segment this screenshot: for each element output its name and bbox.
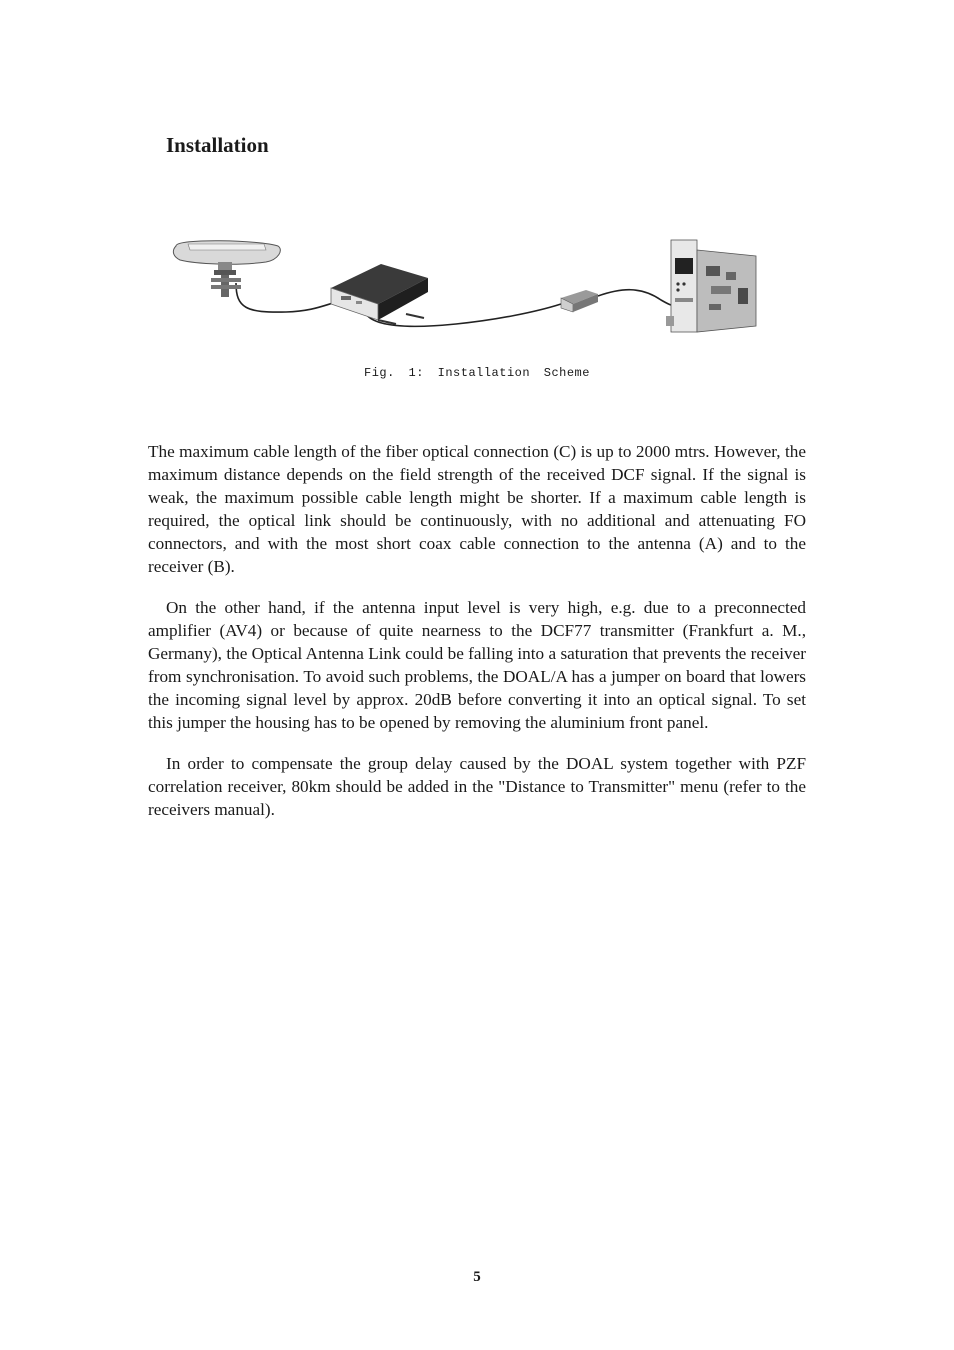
- fo-adapter-icon: [561, 290, 598, 312]
- converter-box-icon: [331, 264, 428, 324]
- antenna-coax-cable: [236, 283, 344, 312]
- page-number: 5: [473, 1269, 481, 1285]
- paragraph: On the other hand, if the antenna input level is very high, e.g. due to a preconnected amplifier (AV4) or because of quite nearness to the DCF77 transmitter (Frankfurt a. M., Germany), the Optical Antenna Link could be falling into a saturation that prevents the receiver from synchronisation. To avoid such problems, the DOAL/A has a jumper on board that lowers the incoming signal level by approx. 20dB before converting it into an optical signal. To set this jumper the housing has to be opened by removing the aluminium front panel.: [148, 598, 806, 732]
- installation-scheme-figure: [166, 228, 766, 343]
- paragraph: In order to compensate the group delay caused by the DOAL system together with PZF correlation receiver, 80km should be added in the "Distance to Transmitter" menu (refer to the receivers manual).: [148, 754, 806, 819]
- body-text: [148, 440, 806, 839]
- figure-caption: Fig. 1: Installation Scheme: [364, 366, 590, 380]
- paragraph: The maximum cable length of the fiber optical connection (C) is up to 2000 mtrs. However, the maximum distance depends on the field strength of the received DCF signal. If the signal is weak, the maximum possible cable length might be shorter. If a maximum cable length is required, the optical link should be continuously, with no additional and attenuating FO connectors, and with the most short coax cable connection to the antenna (A) and to the receiver (B).: [148, 442, 806, 576]
- receiver-coax-cable: [598, 290, 676, 306]
- section-heading: Installation: [166, 133, 269, 157]
- receiver-card-icon: [666, 240, 756, 332]
- antenna-icon: [173, 241, 280, 297]
